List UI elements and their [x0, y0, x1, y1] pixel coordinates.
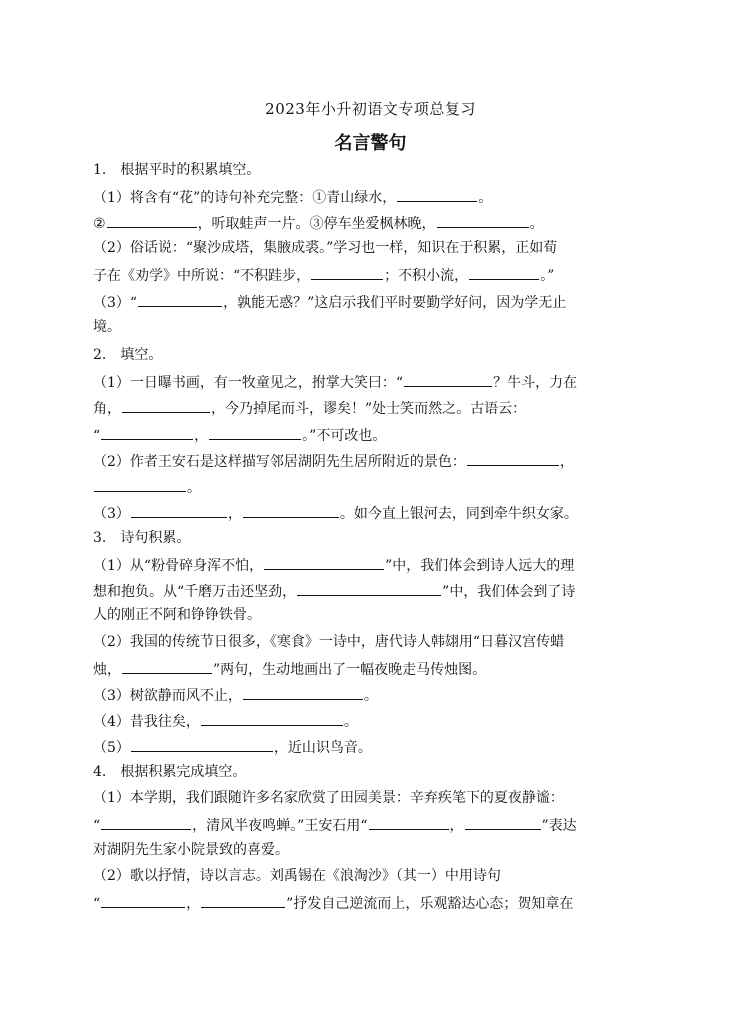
answer-blank[interactable]: [467, 451, 559, 466]
answer-blank[interactable]: [404, 372, 492, 387]
question-3-5-line: （5） ，近山识鸟音。: [93, 737, 372, 757]
answer-blank[interactable]: [243, 503, 339, 518]
answer-blank[interactable]: [122, 398, 210, 413]
question-1-2-line-1: （2）俗话说：“聚沙成塔，集腋成裘。”学习也一样，知识在于积累，正如荀: [93, 240, 558, 256]
answer-blank[interactable]: [101, 893, 185, 908]
answer-blank[interactable]: [297, 581, 441, 596]
question-4-2-line-2: “ ， ”抒发自己逆流而上，乐观豁达心态；贺知章在: [93, 893, 573, 913]
question-3-1-line-3: 人的刚正不阿和铮铮铁骨。: [93, 607, 261, 623]
answer-blank[interactable]: [107, 213, 197, 228]
answer-blank[interactable]: [311, 265, 383, 280]
answer-blank[interactable]: [437, 213, 529, 228]
question-1-3-line-1: （3）“ ，孰能无惑？”这启示我们平时要勤学好问，因为学无止: [93, 292, 566, 312]
question-4-heading: 4. 根据积累完成填空。: [93, 764, 247, 780]
question-3-2-line-2: 烛， ”两句，生动地画出了一幅夜晚走马传烛图。: [93, 659, 486, 679]
question-2-1-line-1: （1）一日曝书画，有一牧童见之，拊掌大笑曰：“ ？牛斗，力在: [93, 372, 577, 392]
answer-blank[interactable]: [243, 685, 363, 700]
question-2-1-line-3: “ ， 。”不可改也。: [93, 425, 386, 445]
question-1-2-line-2: 子在《劝学》中所说：“不积跬步， ；不积小流， 。”: [93, 265, 554, 285]
question-3-4-line: （4）昔我往矣， 。: [93, 711, 358, 731]
answer-blank[interactable]: [131, 503, 227, 518]
question-2-2-line-1: （2）作者王安石是这样描写邻居湖阴先生居所附近的景色： ，: [93, 451, 574, 471]
answer-blank[interactable]: [209, 425, 301, 440]
question-3-3-line: （3）树欲静而风不止， 。: [93, 685, 378, 705]
answer-blank[interactable]: [469, 265, 539, 280]
answer-blank[interactable]: [201, 893, 285, 908]
question-3-1-line-1: （1）从“粉骨碎身浑不怕， ”中，我们体会到诗人远大的理: [93, 555, 574, 575]
question-4-2-line-1: （2）歌以抒情，诗以言志。刘禹锡在《浪淘沙》（其一）中用诗句: [93, 868, 501, 884]
answer-blank[interactable]: [131, 737, 273, 752]
answer-blank[interactable]: [94, 477, 186, 492]
section-title: 名言警句: [334, 133, 407, 154]
answer-blank[interactable]: [465, 815, 541, 830]
question-2-heading: 2. 填空。: [93, 347, 163, 363]
answer-blank[interactable]: [101, 425, 193, 440]
answer-blank[interactable]: [101, 815, 191, 830]
question-1-heading: 1. 根据平时的积累填空。: [93, 162, 261, 178]
answer-blank[interactable]: [397, 187, 477, 202]
question-1-3-line-2: 境。: [93, 319, 121, 335]
question-3-2-line-1: （2）我国的传统节日很多，《寒食》一诗中，唐代诗人韩翃用“日暮汉宫传蜡: [93, 634, 565, 650]
question-1-1-line-1: （1）将含有“花”的诗句补充完整：①青山绿水， 。: [93, 187, 492, 207]
question-2-3-line: （3） ， 。如今直上银河去，同到牵牛织女家。: [93, 503, 578, 523]
question-4-1-line-2: “ ，清风半夜鸣蝉。”王安石用“ ， ”表达: [93, 815, 577, 835]
answer-blank[interactable]: [201, 711, 343, 726]
answer-blank[interactable]: [369, 815, 449, 830]
question-3-1-line-2: 想和抱负。从“千磨万击还坚劲， ”中，我们体会到了诗: [93, 581, 575, 601]
answer-blank[interactable]: [138, 292, 222, 307]
question-4-1-line-1: （1）本学期，我们跟随许多名家欣赏了田园美景：辛弃疾笔下的夏夜静谧：: [93, 790, 564, 806]
question-3-heading: 3. 诗句积累。: [93, 530, 191, 546]
answer-blank[interactable]: [122, 659, 212, 674]
question-2-1-line-2: 角， ，今乃掉尾而斗，谬矣！”处士笑而然之。古语云：: [93, 398, 526, 418]
question-1-1-line-2: ② ，听取蛙声一片。③停车坐爱枫林晚， 。: [93, 213, 544, 233]
answer-blank[interactable]: [264, 555, 384, 570]
worksheet-title: 2023年小升初语文专项总复习: [265, 100, 476, 118]
question-2-2-line-2: 。: [93, 477, 201, 497]
question-4-1-line-3: 对湖阴先生家小院景致的喜爱。: [93, 842, 289, 858]
